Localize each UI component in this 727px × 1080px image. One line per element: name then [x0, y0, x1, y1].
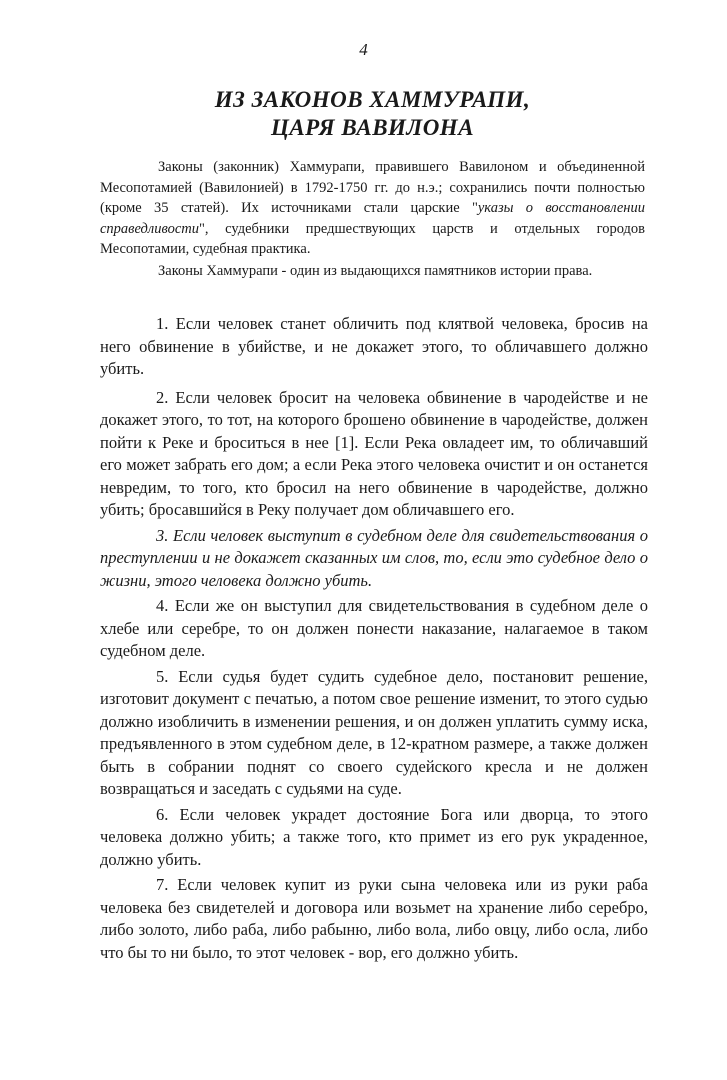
- article-3: 3. Если человек выступит в судебном деле для свидетельствования о преступлении и не докажет сказанных им слов, то, если это судебное дело о жизни, этого человека должно убить.: [100, 525, 648, 590]
- intro-text-part-1: Законы (законник) Хаммурапи, правившего Вавилоном и объединенной Месопотамией (Вавилонией) в 1792-1750 гг. до н.э.; сохранились почти полностью (кроме 35 статей). Их источниками стали царские ": [100, 159, 645, 216]
- intro-paragraph-1: [100, 157, 645, 260]
- intro-section: [100, 157, 645, 281]
- intro-italic-phrase: указы о восстановлении справедливости: [100, 200, 646, 237]
- page-number: 4: [359, 40, 368, 59]
- document-title: [100, 86, 645, 142]
- article-2: 2. Если человек бросит на человека обвинение в чародействе и не докажет этого, то тот, на которого брошено обвинение в чародействе, должен пойти к Реке и броситься в нее [1]. Если Река овладеет им, то обличавший его может забрать его дом; а если Река этого человека очистит и он останется невредим, то того, кто бросил на него обвинение в чародействе, должно убить; бросавшийся в Реку получает дом обличавшего его.: [100, 387, 648, 519]
- article-4: 4. Если же он выступил для свидетельствования в судебном деле о хлебе или серебре, то он должен понести наказание, налагаемое в таком судебном деле.: [100, 596, 648, 660]
- articles-section: [100, 313, 648, 967]
- title-line-2: ЦАРЯ ВАВИЛОНА: [270, 115, 475, 140]
- article-1: 1. Если человек станет обличить под клятвой человека, бросив на него обвинение в убийстве, и не докажет этого, то обличавшего должно убить.: [100, 314, 648, 378]
- intro-text-part-2: ", судебники предшествующих царств и отдельных городов Месопотамии, судебная практика.: [100, 220, 645, 257]
- article-7: 7. Если человек купит из руки сына человека или из руки раба человека без свидетелей и договора или возьмет на хранение либо серебро, либо золото, либо раба, либо рабыню, либо вола, либо овцу, либо осла, либо что бы то ни было, то этот человек - вор, его должно убить.: [100, 875, 648, 962]
- intro-paragraph-2: Законы Хаммурапи - один из выдающихся памятников истории права.: [158, 262, 593, 279]
- article-6: 6. Если человек украдет достояние Бога или дворца, то этого человека должно убить; а также того, кто примет из его рук украденное, должно убить.: [100, 804, 648, 869]
- title-line-1: ИЗ ЗАКОНОВ ХАММУРАПИ,: [214, 87, 531, 112]
- article-5: 5. Если судья будет судить судебное дело, постановит решение, изготовит документ с печатью, а потом свое решение изменит, то этого судью должно изобличить в изменении решения, и он должен уплатить сумму иска, предъявленного в этом судебном деле, в 12-кратном размере, а также должен быть в собрании поднят со своего судейского кресла и не должен возвращаться и заседать с судьями на суде.: [100, 666, 648, 798]
